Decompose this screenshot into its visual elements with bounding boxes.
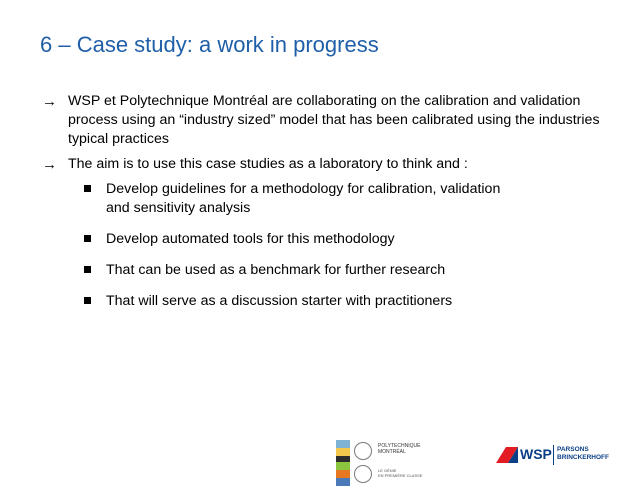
- polytechnique-name: POLYTECHNIQUE MONTRÉAL: [378, 443, 421, 455]
- bullet-text: WSP et Polytechnique Montréal are collaborating on the calibration and validation process using an “industry sized” model that has been calibrated using the industries typical practices: [68, 93, 600, 147]
- polytechnique-seal-icon: [354, 442, 372, 460]
- sub-bullet-text: That will serve as a discussion starter with practitioners: [106, 293, 453, 309]
- parsons-brinckerhoff-logo-text: PARSONS BRINCKERHOFF: [557, 446, 609, 461]
- square-bullet-icon: [84, 235, 91, 242]
- bullet-item-2: [42, 155, 612, 174]
- bullet-list: [42, 92, 612, 323]
- sub-bullet-item: [42, 180, 612, 218]
- sub-bullet-text: Develop guidelines for a methodology for calibration, validation and sensitivity analysis: [106, 181, 501, 216]
- slide-title: 6 – Case study: a work in progress: [40, 32, 379, 57]
- square-bullet-icon: [84, 185, 91, 192]
- polytechnique-color-bar-icon: [336, 440, 350, 486]
- polytechnique-tagline: LE GÉNIE EN PREMIÈRE CLASSE: [378, 468, 423, 478]
- sub-bullet-text: That can be used as a benchmark for further research: [106, 262, 446, 278]
- sub-bullet-list: [42, 180, 612, 311]
- polytechnique-emblem-icon: [354, 465, 372, 483]
- wsp-logo-icon: [496, 447, 518, 463]
- square-bullet-icon: [84, 297, 91, 304]
- arrow-right-icon: →: [42, 93, 57, 110]
- logo-divider: [553, 445, 554, 465]
- bullet-item-1: [42, 92, 612, 149]
- bullet-text: The aim is to use this case studies as a laboratory to think and :: [68, 156, 468, 172]
- square-bullet-icon: [84, 266, 91, 273]
- wsp-logo-text: WSP: [520, 446, 552, 462]
- sub-bullet-text: Develop automated tools for this methodology: [106, 231, 395, 247]
- sub-bullet-item: [42, 292, 612, 311]
- sub-bullet-item: [42, 261, 612, 280]
- arrow-right-icon: →: [42, 156, 57, 173]
- sub-bullet-item: [42, 230, 612, 249]
